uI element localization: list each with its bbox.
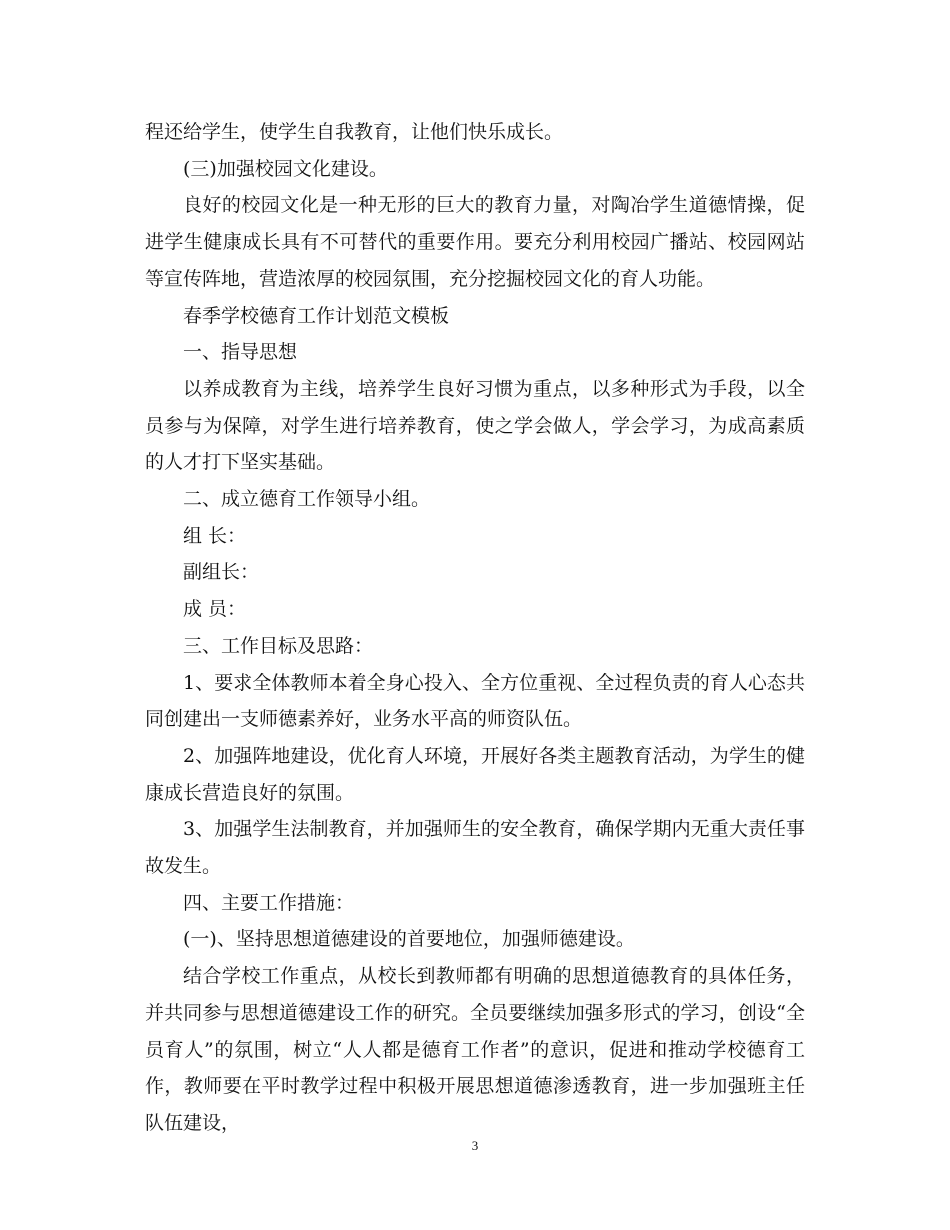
paragraph-guiding-ideology: 以养成教育为主线，培养学生良好习惯为重点，以多种形式为手段，以全员参与为保障，对学生进行培养教育，使之学会做人，学会学习，为成高素质的人才打下坚实基础。 [145,377,805,474]
members-line: 成 员： [183,598,247,621]
goal-item-1: 1、要求全体教师本着全身心投入、全方位重视、全过程负责的育人心态共同创建出一支师德素养好，业务水平高的师资队伍。 [145,671,805,731]
paragraph-continuation: 程还给学生，使学生自我教育，让他们快乐成长。 [145,121,564,143]
subsection-heading-moral-construction: (一)、坚持思想道德建设的首要地位，加强师德建设。 [183,928,635,951]
document-title: 春季学校德育工作计划范文模板 [183,304,450,327]
deputy-leader-line: 副组长： [183,561,260,584]
goal-item-2: 2、加强阵地建设，优化育人环境，开展好各类主题教育活动，为学生的健康成长营造良好的氛围。 [145,744,805,804]
section-heading-goals: 三、工作目标及思路： [183,634,374,657]
group-leader-line: 组 长： [183,524,247,547]
page-number: 3 [471,1138,479,1153]
goal-item-3: 3、加强学生法制教育，并加强师生的安全教育，确保学期内无重大责任事故发生。 [145,818,805,878]
section-heading-campus-culture: (三)加强校园文化建设。 [183,157,388,180]
section-heading-measures: 四、主要工作措施： [183,891,355,914]
paragraph-moral-construction: 结合学校工作重点，从校长到教师都有明确的思想道德教育的具体任务，并共同参与思想道德建设工作的研究。全员要继续加强多形式的学习，创设“全员育人”的氛围，树立“人人都是德育工作者”的意识，促进和推动学校德育工作，教师要在平时教学过程中积极开展思想道德渗透教育，进一步加强班主任队伍建设， [145,965,805,1134]
section-heading-leadership-group: 二、成立德育工作领导小组。 [183,488,431,511]
paragraph-campus-culture: 良好的校园文化是一种无形的巨大的教育力量，对陶冶学生道德情操，促进学生健康成长具有不可替代的重要作用。要充分利用校园广播站、校园网站等宣传阵地，营造浓厚的校园氛围，充分挖掘校园文化的育人功能。 [145,194,805,290]
document-body [145,114,805,1142]
section-heading-guiding-ideology: 一、指导思想 [183,341,298,364]
